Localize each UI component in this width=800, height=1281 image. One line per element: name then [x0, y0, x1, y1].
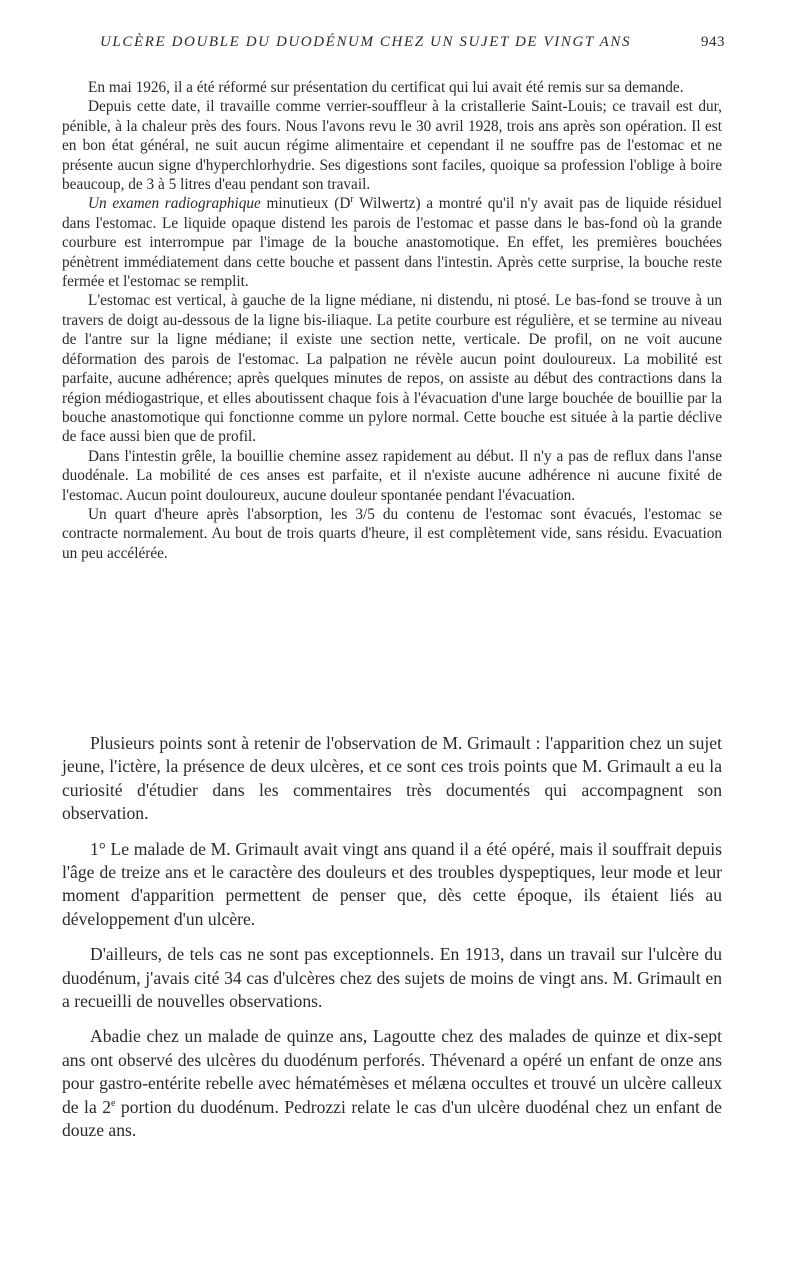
running-header: [100, 34, 725, 51]
paragraph: En mai 1926, il a été réformé sur présentation du certificat qui lui avait été remis sur sa demande.: [88, 79, 684, 96]
paragraph: Plusieurs points sont à retenir de l'observation de M. Grimault : l'apparition chez un sujet jeune, l'ictère, la présence de deux ulcères, et ce sont ces trois points que M. Grimault a eu la curiosité d'étudier dans les commentaires très documentés qui accompagnent son observation.: [62, 733, 722, 824]
paragraph: Un quart d'heure après l'absorption, les 3/5 du contenu de l'estomac sont évacués, l'estomac se contracte normalement. Au bout de trois quarts d'heure, il est complètement vide, sans résidu. Evacuation un peu accélérée.: [62, 505, 722, 562]
italic-phrase: Un examen radiographique: [88, 195, 261, 213]
paragraph: 1° Le malade de M. Grimault avait vingt ans quand il a été opéré, mais il souffrait depuis l'âge de treize ans et le caractère des douleurs et des troubles dyspeptiques, leur mode et leur moment d'apparition permettent de penser que, dès cette époque, ils étaient liés au développement d'un ulcère.: [62, 838, 722, 929]
paragraph: [62, 194, 722, 291]
paragraph: L'estomac est vertical, à gauche de la ligne médiane, ni distendu, ni ptosé. Le bas-fond se trouve à un travers de doigt au-dessous de la ligne bis-iliaque. La petite courbure est régulière, et se termine au niveau de l'antre sur la ligne médiane; il existe une section nette, verticale. De profil, on ne voit aucune déformation des parois de l'estomac. La palpation ne révèle aucun point douloureux. La mobilité est parfaite, aucune adhérence; après quelques minutes de repos, on assiste au début des contractions dans la région médiogastrique, et elles aboutissent chaque fois à l'évacuation d'une large bouchée de bouillie par la bouche anastomotique qui fonctionne comme un pylore normal. Cette bouche est située à la partie déclive de face aussi bien que de profil.: [62, 292, 722, 446]
text-run: Abadie chez un malade de quinze ans, Lagoutte chez des malades de quinze et dix-sept ans ont observé des ulcères du duodénum perforés. Thévenard a opéré un enfant de onze ans pour gastro-entérite rebelle avec hématémèses et mélæna occultes et trouvé un ulcère calleux de la 2: [62, 1026, 722, 1117]
observation-text: [62, 78, 722, 563]
paragraph: [62, 1025, 722, 1142]
superscript: r: [350, 194, 354, 206]
superscript: e: [111, 1097, 116, 1109]
page-number: 943: [701, 34, 725, 50]
paragraph: Dans l'intestin grêle, la bouillie chemine assez rapidement au début. Il n'y a pas de reflux dans l'anse duodénale. La mobilité de ces anses est parfaite, et il n'existe aucune adhérence ni aucune fixité de l'estomac. Aucun point douloureux, aucune douleur spontanée pendant l'évacuation.: [62, 447, 722, 504]
text-run: portion du duodénum. Pedrozzi relate le cas d'un ulcère duodénal chez un enfant de douze ans.: [62, 1096, 722, 1141]
text-run: minutieux (D: [260, 195, 351, 213]
paragraph: Depuis cette date, il travaille comme verrier-souffleur à la cristallerie Saint-Louis; ce travail est dur, pénible, à la chaleur près des fours. Nous l'avons revu le 30 avril 1928, trois ans après son opération. Il est en bon état général, ne suit aucun régime alimentaire et cependant il ne souffre pas de l'estomac et ne présente aucun signe d'hyperchlorhydrie. Ses digestions sont faciles, quoique sa profession l'oblige à boire beaucoup, de 3 à 5 litres d'eau pendant son travail.: [62, 98, 722, 194]
running-title: ULCÈRE DOUBLE DU DUODÉNUM CHEZ UN SUJET DE VINGT ANS: [100, 34, 632, 50]
paragraph: D'ailleurs, de tels cas ne sont pas exceptionnels. En 1913, dans un travail sur l'ulcère du duodénum, j'avais cité 34 cas d'ulcères chez des sujets de moins de vingt ans. M. Grimault en a recueilli de nouvelles observations.: [62, 944, 722, 1012]
text-run: Wilwertz) a montré qu'il n'y avait pas de liquide résiduel dans l'estomac. Le liquide opaque distend les parois de l'estomac et passe dans le bas-fond où la grande courbure est interrompue par l'image de la bouche anastomotique. En effet, les premières bouchées pénètrent immédiatement dans cette bouche et passent dans l'intestin. Après cette surprise, la bouche reste fermée et l'estomac se remplit.: [62, 195, 722, 291]
commentary-text: [62, 732, 722, 1155]
